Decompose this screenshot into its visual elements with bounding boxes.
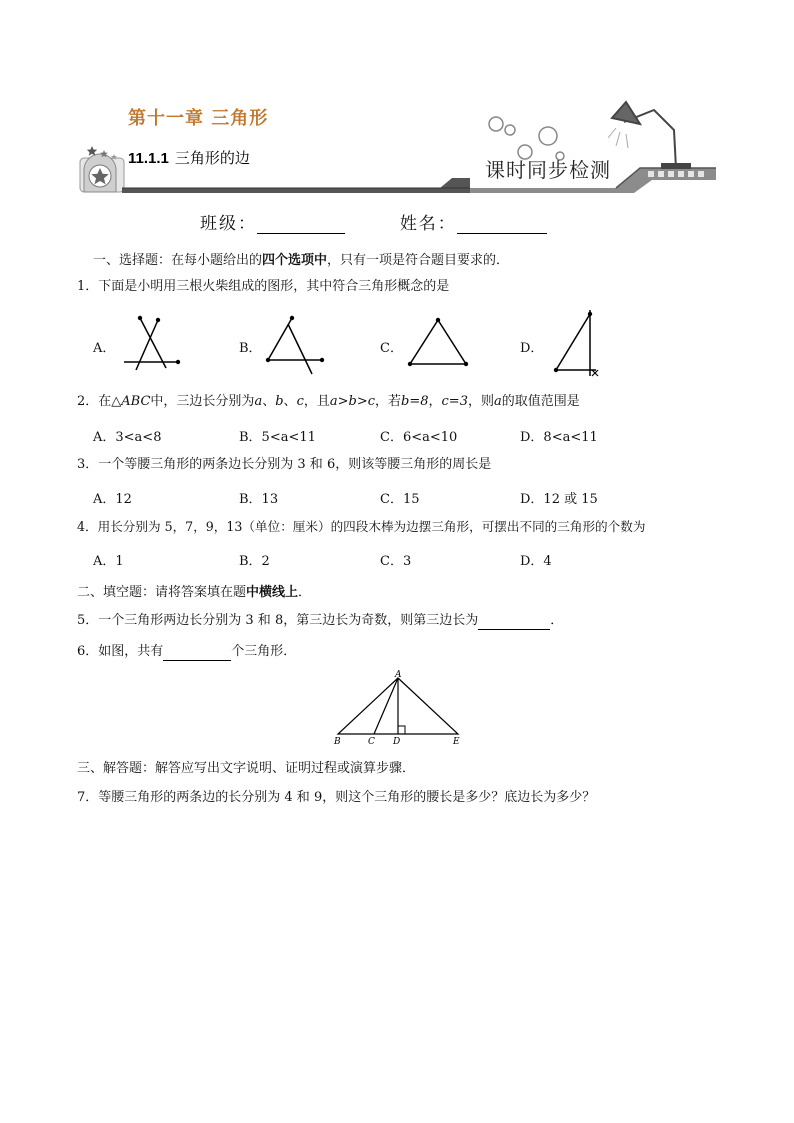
q6-triangle-figure (328, 668, 468, 752)
q1-figure-b (262, 314, 332, 376)
q6-label-c: C (368, 737, 375, 747)
q6-label-e: E (453, 737, 460, 747)
part2-heading: 二、填空题：请将答案填在题中横线上． (77, 585, 312, 600)
q1-option-b[interactable]: B． (239, 341, 262, 356)
q2-option-a[interactable]: A．3<a<8 (93, 430, 162, 445)
q3-option-d[interactable]: D．12 或 15 (520, 492, 598, 507)
q3-option-b[interactable]: B．13 (239, 492, 279, 507)
class-blank[interactable] (257, 233, 345, 234)
question-5: 5．一个三角形两边长分别为 3 和 8，第三边长为奇数，则第三边长为 ． (77, 613, 564, 628)
q3-option-a[interactable]: A．12 (93, 492, 132, 507)
q1-option-a[interactable]: A． (93, 341, 116, 356)
q4-option-a[interactable]: A．1 (93, 554, 124, 569)
q5-answer-blank[interactable] (478, 615, 550, 630)
q1-figure-a (118, 312, 188, 374)
class-label: 班级： (200, 214, 257, 234)
part3-heading: 三、解答题：解答应写出文字说明、证明过程或演算步骤． (77, 761, 416, 776)
q4-option-d[interactable]: D．4 (520, 554, 552, 569)
q1-figure-d (550, 306, 606, 382)
q1-figure-c (404, 314, 474, 370)
header-decoration (0, 0, 794, 200)
class-name-line (200, 209, 547, 234)
name-label: 姓名： (399, 214, 457, 234)
q2-option-b[interactable]: B．5<a<11 (239, 430, 316, 445)
star-badge-icon (80, 146, 124, 192)
name-blank[interactable] (457, 233, 547, 234)
question-2: 2．在△ABC中，三边长分别为a、b、c，且a>b>c，若b=8，c=3，则a的取值范围是 (77, 394, 580, 409)
question-1: 1．下面是小明用三根火柴组成的图形，其中符合三角形概念的是 (77, 279, 450, 294)
q3-option-c[interactable]: C．15 (380, 492, 420, 507)
q1-option-c[interactable]: C． (380, 341, 403, 356)
section-number: 11.1.1 (128, 150, 169, 167)
sync-test-badge: 课时同步检测 (485, 158, 611, 182)
q6-label-b: B (334, 737, 341, 747)
q1-option-d[interactable]: D． (520, 341, 544, 356)
q2-option-d[interactable]: D．8<a<11 (520, 430, 598, 445)
q6-label-d: D (393, 737, 401, 747)
question-4: 4．用长分别为 5，7，9，13（单位：厘米）的四段木棒为边摆三角形，可摆出不同的三角形的个数为 (77, 519, 646, 534)
question-7: 7．等腰三角形的两条边的长分别为 4 和 9，则这个三角形的腰长是多少？底边长为多少？ (77, 790, 596, 805)
q6-answer-blank[interactable] (163, 646, 231, 661)
part1-heading: 一、选择题：在每小题给出的四个选项中，只有一项是符合题目要求的． (93, 253, 510, 268)
desk-lamp-icon (608, 102, 690, 168)
q6-label-a: A (395, 670, 402, 680)
question-6: 6．如图，共有 个三角形． (77, 644, 297, 659)
section-title (128, 147, 250, 168)
section-name: 三角形的边 (174, 149, 250, 167)
q4-option-c[interactable]: C．3 (380, 554, 412, 569)
chapter-title: 第十一章 三角形 (128, 108, 269, 129)
q2-option-c[interactable]: C．6<a<10 (380, 430, 458, 445)
question-3: 3．一个等腰三角形的两条边长分别为 3 和 6，则该等腰三角形的周长是 (77, 457, 492, 472)
q4-option-b[interactable]: B．2 (239, 554, 270, 569)
